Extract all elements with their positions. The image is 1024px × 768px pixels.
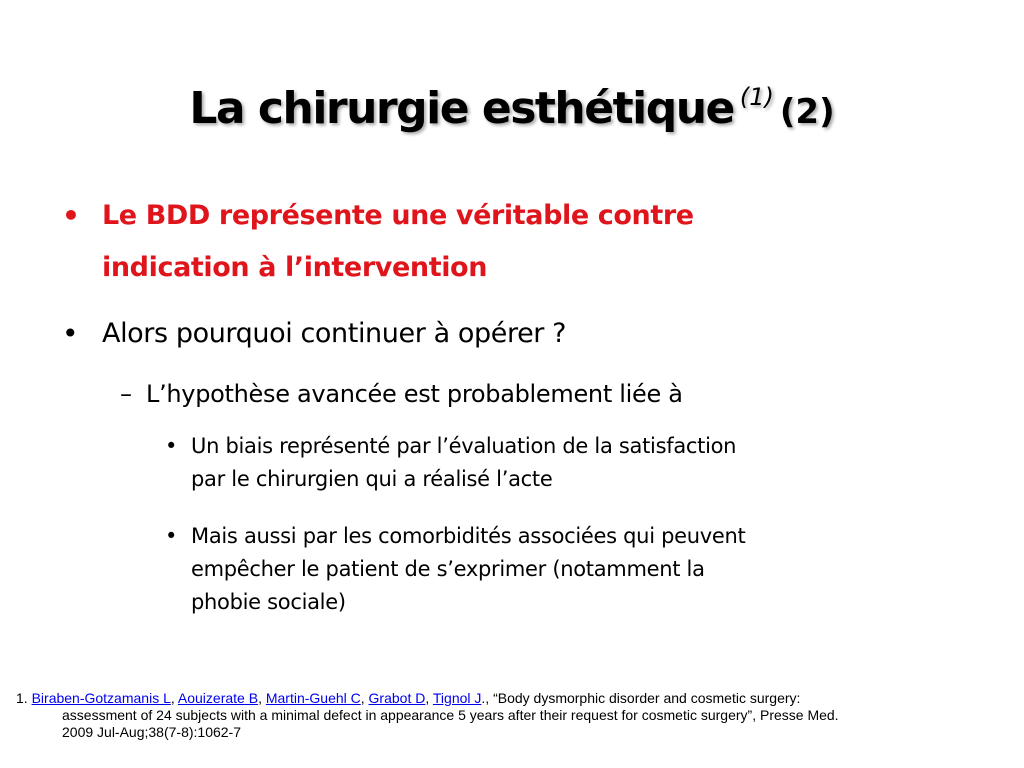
author-separator: , [170,690,178,706]
author-link-aouizerate[interactable]: Aouizerate B [177,690,259,706]
reference-number: 1. [16,690,28,706]
bullet-dot-icon: • [165,524,178,548]
bullet-line: L’hypothèse avancée est probablement liée à [146,380,683,408]
title-text: La chirurgie esthétique [189,83,734,134]
bullet-pourquoi-operer [62,308,567,360]
bullet-line: par le chirurgien qui a réalisé l’acte [191,467,553,491]
bullet-line: phobie sociale) [191,590,346,614]
bullet-line: Le BDD représente une véritable contre [102,200,694,231]
reference-title-start: ., “Body dysmorphic disorder and cosmetic surgery: [481,690,801,706]
bullet-line: Un biais représenté par l’évaluation de la satisfaction [191,434,737,458]
title-ref: (2) [779,92,835,132]
dash-icon: – [120,380,132,408]
bullet-line: Alors pourquoi continuer à opérer ? [102,318,567,349]
slide-title [0,62,1024,147]
author-separator: , [360,690,369,706]
bullet-line: Mais aussi par les comorbidités associées qui peuvent [191,524,746,548]
subsubbullet-comorbidites [165,520,746,619]
bullet-line: empêcher le patient de s’exprimer (notamment la [191,557,705,581]
bullet-line: indication à l’intervention [102,252,488,283]
author-separator: , [258,690,266,706]
reference-footnote [16,690,1016,741]
title-superscript-ref: (1) [739,83,774,111]
reference-line-3: 2009 Jul-Aug;38(7-8):1062-7 [62,724,242,740]
bullet-dot-icon: • [62,199,80,232]
author-link-biraben[interactable]: Biraben-Gotzamanis L [31,690,171,706]
bullet-bdd-contraindication [62,190,694,294]
bullet-dot-icon: • [165,434,178,458]
bullet-dot-icon: • [62,317,79,350]
author-link-martin-guehl[interactable]: Martin-Guehl C [265,690,361,706]
author-separator: , [425,690,433,706]
subbullet-hypothese [120,379,683,409]
author-link-tignol[interactable]: Tignol J [432,690,482,706]
subsubbullet-biais [165,430,737,496]
author-link-grabot[interactable]: Grabot D [368,690,426,706]
reference-line-2: assessment of 24 subjects with a minimal defect in appearance 5 years after their request for cosmetic surgery”, Presse Med. [62,707,839,723]
